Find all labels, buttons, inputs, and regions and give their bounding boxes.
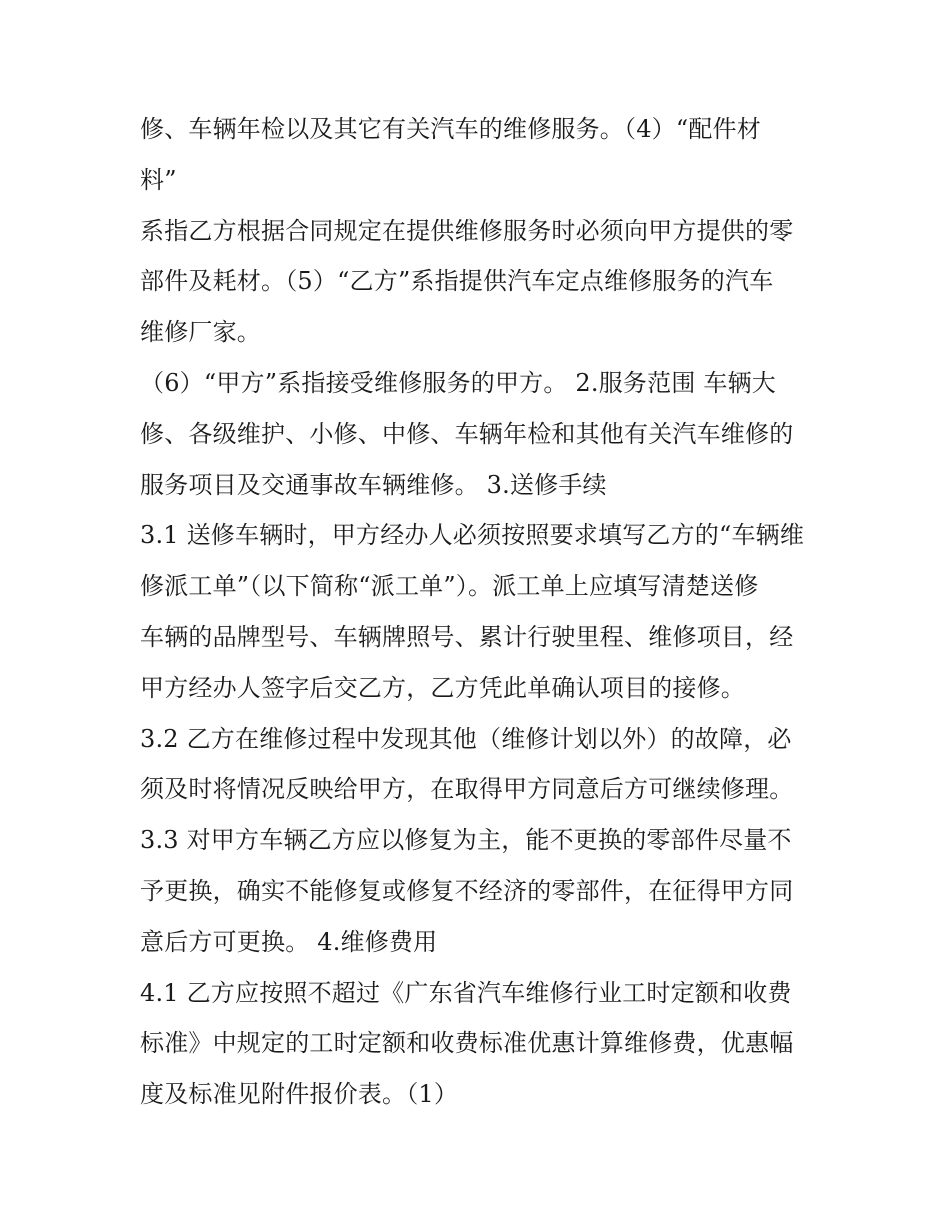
text-line: 3.3 对甲方车辆乙方应以修复为主，能不更换的零部件尽量不 bbox=[140, 826, 792, 855]
text-line: 料” bbox=[140, 165, 177, 194]
text-line: 度及标准见附件报价表。（1） bbox=[140, 1080, 459, 1109]
text-line: 服务项目及交通事故车辆维修。 3.送修手续 bbox=[140, 470, 607, 499]
document-body bbox=[140, 104, 820, 1120]
text-line: 甲方经办人签字后交乙方，乙方凭此单确认项目的接修。 bbox=[140, 673, 745, 702]
text-line: 系指乙方根据合同规定在提供维修服务时必须向甲方提供的零 bbox=[140, 216, 794, 245]
text-line: 车辆的品牌型号、车辆牌照号、累计行驶里程、维修项目，经 bbox=[140, 622, 794, 651]
text-line: 修派工单”（以下简称“派工单”）。派工单上应填写清楚送修 bbox=[140, 572, 759, 601]
text-line: 维修厂家。 bbox=[140, 318, 261, 347]
text-line: 3.1 送修车辆时，甲方经办人必须按照要求填写乙方的“车辆维 bbox=[140, 521, 805, 550]
text-line: 标准》中规定的工时定额和收费标准优惠计算维修费，优惠幅 bbox=[140, 1029, 794, 1058]
text-line: 修、各级维护、小修、中修、车辆年检和其他有关汽车维修的 bbox=[140, 419, 794, 448]
text-line: 予更换，确实不能修复或修复不经济的零部件，在征得甲方同 bbox=[140, 876, 794, 905]
text-line: 4.1 乙方应按照不超过《广东省汽车维修行业工时定额和收费 bbox=[140, 978, 792, 1007]
text-line: （6）“甲方”系指接受维修服务的甲方。 2.服务范围 车辆大 bbox=[140, 368, 776, 397]
text-line: 3.2 乙方在维修过程中发现其他（维修计划以外）的故障，必 bbox=[140, 724, 792, 753]
text-line: 须及时将情况反映给甲方，在取得甲方同意后方可继续修理。 bbox=[140, 775, 794, 804]
text-line: 部件及耗材。（5）“乙方”系指提供汽车定点维修服务的汽车 bbox=[140, 267, 774, 296]
text-line: 意后方可更换。 4.维修费用 bbox=[140, 927, 438, 956]
text-line: 修、车辆年检以及其它有关汽车的维修服务。（4）“配件材 bbox=[140, 115, 761, 143]
